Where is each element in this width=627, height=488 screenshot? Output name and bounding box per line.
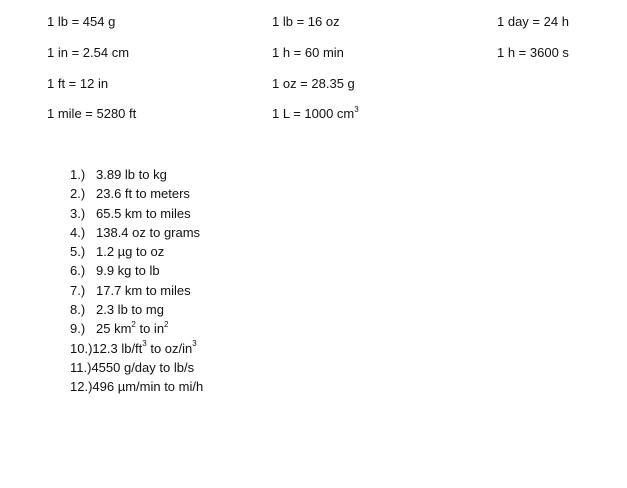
conversion-l-cm3 <box>272 106 359 122</box>
problem-number: 12.) <box>70 379 93 395</box>
problem-exponent: 2 <box>164 320 169 330</box>
problem-number: 7.) <box>70 282 86 298</box>
problem-text: 65.5 km to miles <box>96 205 191 221</box>
problem-number: 5.) <box>70 244 86 260</box>
problem-item <box>70 242 203 261</box>
problem-text-part: to oz/in <box>146 340 193 356</box>
problem-item <box>70 261 203 280</box>
conversion-lb-g: 1 lb = 454 g <box>47 14 116 29</box>
problem-text: 3.89 lb to kg <box>96 167 167 182</box>
problem-text: 9.9 kg to lb <box>96 263 160 279</box>
problem-text: 17.7 km to miles <box>96 282 191 298</box>
problem-text: 23.6 ft to meters <box>96 186 190 202</box>
problem-item <box>70 223 203 242</box>
problem-number: 9.) <box>70 321 86 337</box>
problem-exponent: 2 <box>131 320 136 330</box>
problem-item <box>70 319 203 338</box>
conversion-ft-in: 1 ft = 12 in <box>47 76 109 91</box>
problem-list <box>70 165 203 397</box>
problem-text-part: to in <box>135 321 165 337</box>
problem-item <box>70 204 203 223</box>
conversion-day-h: 1 day = 24 h <box>497 14 569 29</box>
problem-text: 1.2 µg to oz <box>96 244 165 260</box>
problem-item <box>70 358 203 377</box>
conversion-lb-oz: 1 lb = 16 oz <box>272 14 340 29</box>
problem-exponent: 3 <box>142 339 147 349</box>
problem-number: 11.) <box>70 359 92 375</box>
problem-text: 138.4 oz to grams <box>96 224 201 240</box>
problem-number: 8.) <box>70 302 86 318</box>
problem-item <box>70 377 203 396</box>
conversion-h-min: 1 h = 60 min <box>272 45 344 60</box>
problem-text: 496 µm/min to mi/h <box>92 379 204 395</box>
problem-number: 3.) <box>70 205 86 221</box>
problem-text: 4550 g/day to lb/s <box>91 359 195 375</box>
problem-item <box>70 339 203 358</box>
problem-number: 1.) <box>70 167 86 182</box>
problem-number: 2.) <box>70 186 86 202</box>
problem-number: 4.) <box>70 224 86 240</box>
conversion-h-s: 1 h = 3600 s <box>497 45 569 60</box>
problem-number: 10.) <box>70 340 93 356</box>
conversion-mile-ft: 1 mile = 5280 ft <box>47 106 137 121</box>
problem-item <box>70 165 203 184</box>
problem-item <box>70 300 203 319</box>
problem-item <box>70 281 203 300</box>
problem-text-part: 25 km <box>96 321 132 337</box>
problem-text-part: 12.3 lb/ft <box>92 340 143 356</box>
conversion-oz-g: 1 oz = 28.35 g <box>272 76 355 91</box>
problem-item <box>70 184 203 203</box>
problem-text: 2.3 lb to mg <box>96 302 164 318</box>
conversion-in-cm: 1 in = 2.54 cm <box>47 45 130 60</box>
conversion-l-cm3-exponent: 3 <box>354 104 359 114</box>
problem-number: 6.) <box>70 263 86 279</box>
conversion-l-cm3-text: 1 L = 1000 cm <box>272 106 355 121</box>
problem-exponent: 3 <box>192 339 197 349</box>
